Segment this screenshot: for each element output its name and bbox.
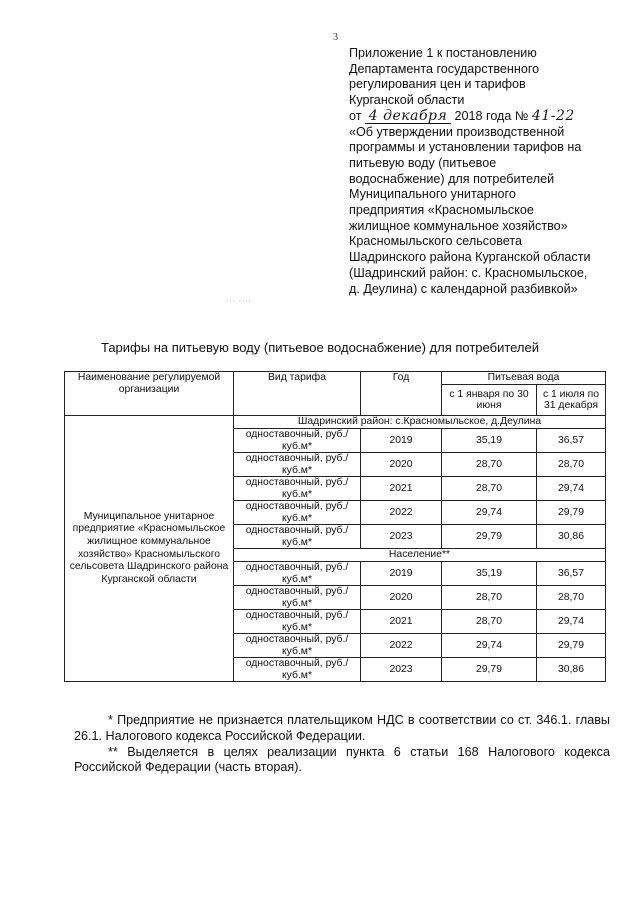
header-tariff-type: Вид тарифа [234, 372, 361, 416]
cell-first-half: 28,70 [442, 610, 537, 634]
cell-second-half: 29,79 [537, 501, 606, 525]
cell-second-half: 30,86 [537, 525, 606, 549]
cell-year: 2023 [361, 525, 442, 549]
subject-line: предприятия «Красномыльское [349, 203, 534, 218]
cell-tariff-type: одноставочный, руб./куб.м* [234, 525, 361, 549]
cell-first-half: 29,79 [442, 658, 537, 682]
cell-first-half: 28,70 [442, 453, 537, 477]
cell-second-half: 29,79 [537, 634, 606, 658]
cell-second-half: 29,74 [537, 610, 606, 634]
subject-line: Муниципального унитарного [349, 187, 516, 202]
cell-year: 2021 [361, 477, 442, 501]
faint-stamp-mark: ∙∙∙ ∙∙∙∙ [226, 296, 252, 305]
page-number: 3 [333, 32, 338, 43]
appendix-line: Курганской области [349, 93, 465, 108]
section-row [65, 416, 606, 429]
subject-line: питьевую воду (питьевое [349, 155, 497, 170]
footnote-vat: * Предприятие не признается плательщиком НДС в соответствии со ст. 346.1. главы 26.1. Налогового кодекса Российской Федерации. [74, 713, 610, 743]
cell-first-half: 29,74 [442, 634, 537, 658]
cell-tariff-type: одноставочный, руб./куб.м* [234, 634, 361, 658]
subject-line: (Шадринский район: с. Красномыльское, [349, 265, 588, 280]
appendix-header [349, 46, 617, 297]
header-year: Год [361, 372, 442, 416]
cell-tariff-type: одноставочный, руб./куб.м* [234, 562, 361, 586]
appendix-line: регулирования цен и тарифов [349, 77, 526, 92]
subject-line: Шадринского района Курганской области [349, 250, 591, 265]
handwritten-number: 41-22 [531, 107, 575, 124]
appendix-line: Департамента государственного [349, 61, 540, 76]
header-first-half: с 1 января по 30 июня [442, 385, 537, 416]
header-water: Питьевая вода [442, 372, 606, 385]
cell-year: 2020 [361, 586, 442, 610]
subject-line: Красномыльского сельсовета [349, 234, 522, 249]
cell-tariff-type: одноставочный, руб./куб.м* [234, 453, 361, 477]
footnotes [74, 713, 610, 776]
cell-year: 2023 [361, 658, 442, 682]
subject-line: жилищное коммунальное хозяйство» [349, 218, 568, 233]
cell-second-half: 29,74 [537, 477, 606, 501]
cell-first-half: 35,19 [442, 429, 537, 453]
header-org: Наименование регулируемой организации [65, 372, 234, 416]
section-label: Население** [234, 549, 606, 562]
appendix-date-line [349, 109, 617, 125]
tariffs-table [64, 371, 606, 682]
cell-year: 2022 [361, 634, 442, 658]
cell-second-half: 28,70 [537, 453, 606, 477]
date-prefix: от [349, 108, 362, 123]
cell-first-half: 35,19 [442, 562, 537, 586]
table-title: Тарифы на питьевую воду (питьевое водоснабжение) для потребителей [100, 340, 540, 355]
cell-year: 2019 [361, 562, 442, 586]
cell-tariff-type: одноставочный, руб./куб.м* [234, 610, 361, 634]
footnote-population: ** Выделяется в целях реализации пункта 6 статьи 168 Налогового кодекса Российской Федерации (часть вторая). [74, 744, 610, 775]
cell-first-half: 29,74 [442, 501, 537, 525]
cell-second-half: 28,70 [537, 586, 606, 610]
cell-second-half: 30,86 [537, 658, 606, 682]
subject-line: «Об утверждении производственной [349, 124, 565, 139]
section-label: Шадринский район: с.Красномыльское, д.Деулина [234, 416, 606, 429]
cell-second-half: 36,57 [537, 429, 606, 453]
cell-second-half: 36,57 [537, 562, 606, 586]
cell-first-half: 28,70 [442, 586, 537, 610]
cell-first-half: 29,79 [442, 525, 537, 549]
subject-line: д. Деулина) с календарной разбивкой» [349, 281, 578, 296]
cell-first-half: 28,70 [442, 477, 537, 501]
cell-tariff-type: одноставочный, руб./куб.м* [234, 501, 361, 525]
cell-year: 2022 [361, 501, 442, 525]
cell-tariff-type: одноставочный, руб./куб.м* [234, 429, 361, 453]
cell-year: 2019 [361, 429, 442, 453]
organization-name: Муниципальное унитарное предприятие «Красномыльское жилищное коммунальное хозяйство» Красномыльского сельсовета Шадринского района Курганской области [65, 416, 234, 682]
subject-line: программы и установлении тарифов на [349, 140, 582, 155]
handwritten-date: 4 декабря [365, 110, 451, 124]
cell-year: 2020 [361, 453, 442, 477]
cell-year: 2021 [361, 610, 442, 634]
table-header-row [65, 372, 606, 385]
subject-line: водоснабжение) для потребителей [349, 171, 555, 186]
cell-tariff-type: одноставочный, руб./куб.м* [234, 658, 361, 682]
cell-tariff-type: одноставочный, руб./куб.м* [234, 586, 361, 610]
appendix-line: Приложение 1 к постановлению [349, 46, 537, 60]
cell-tariff-type: одноставочный, руб./куб.м* [234, 477, 361, 501]
date-year: 2018 года № [454, 108, 529, 123]
header-second-half: с 1 июля по 31 декабря [537, 385, 606, 416]
